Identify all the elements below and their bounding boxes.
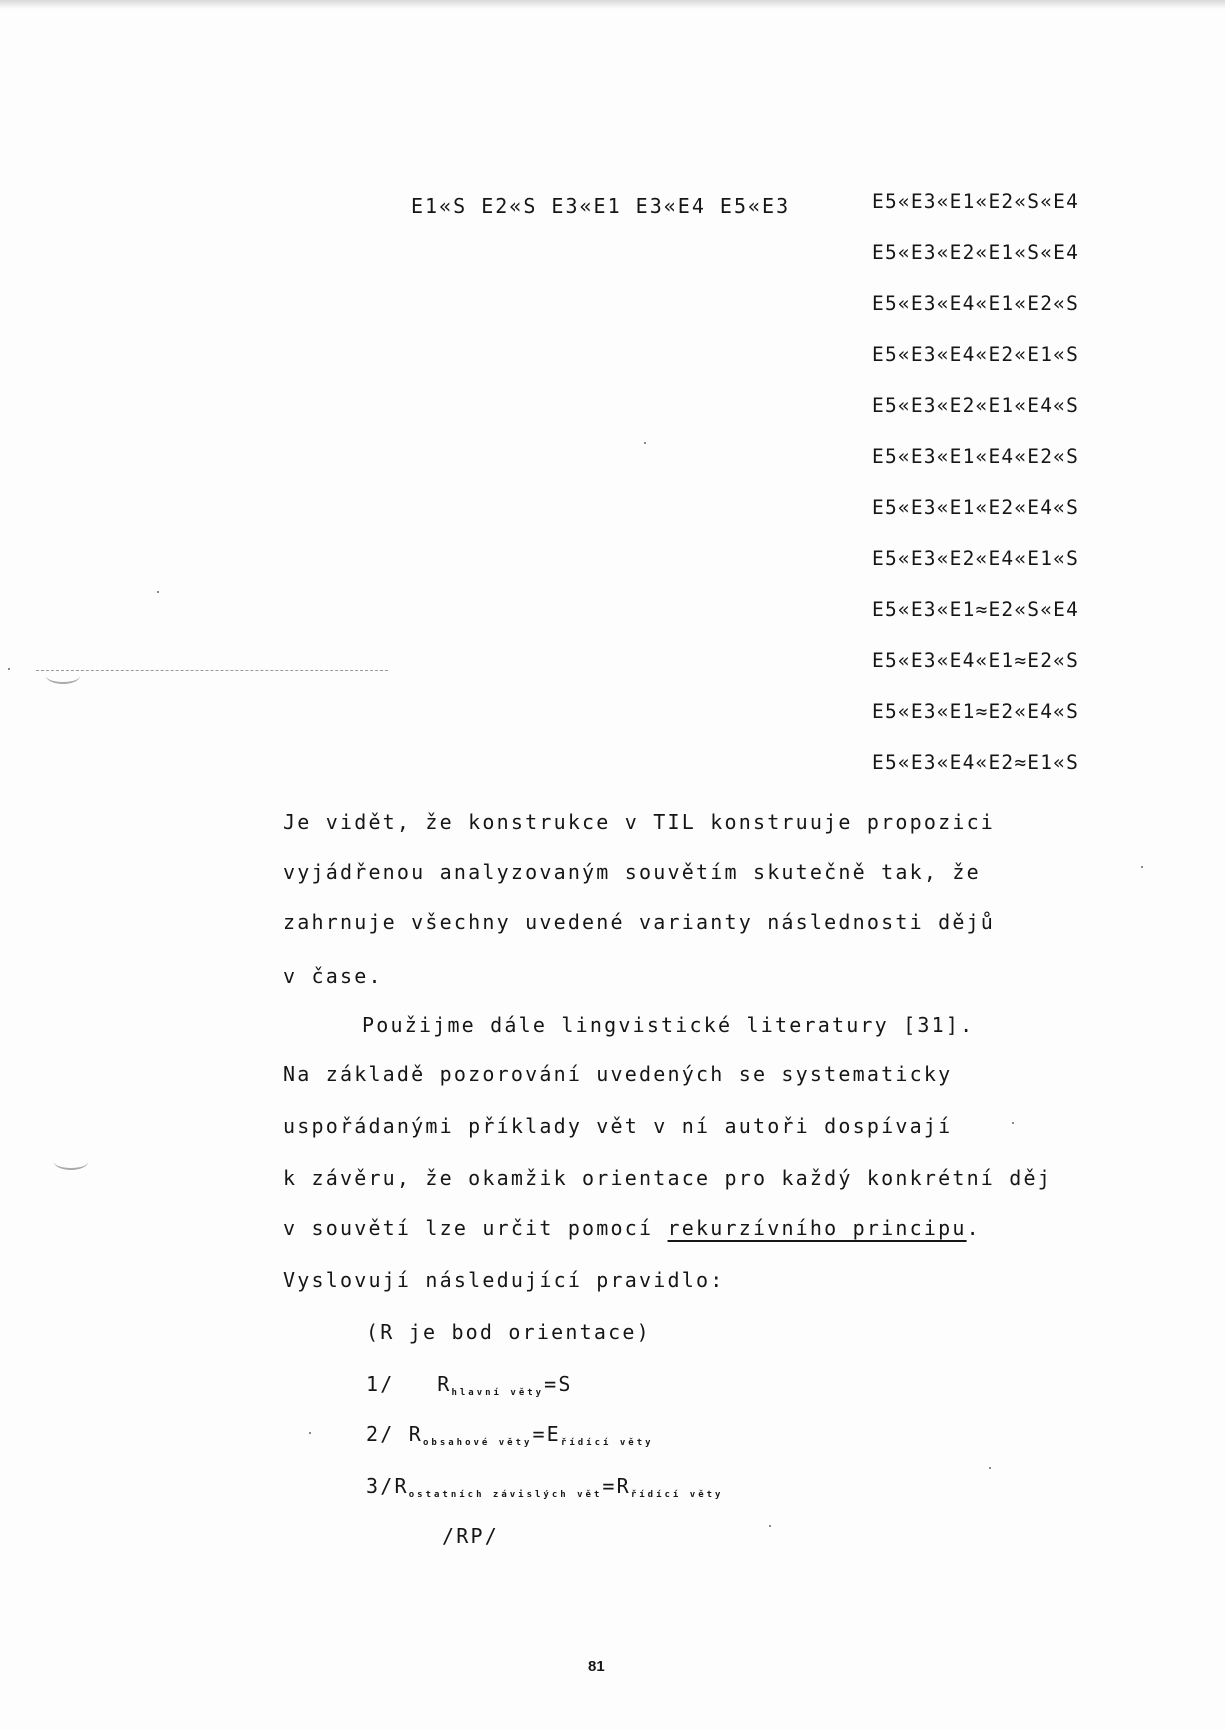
- text-line: [283, 1216, 981, 1240]
- underlined-term: rekurzívního principu: [667, 1216, 967, 1240]
- scan-speck: [1012, 1122, 1014, 1124]
- rule-3: $3/R_{ostatních závislých vět}=R_{řídící věty}$: [366, 1474, 724, 1500]
- scan-speck: [309, 1432, 311, 1434]
- text-line: Je vidět, že konstrukce v TIL konstruuje propozici: [283, 810, 996, 834]
- ordering-item: E5«E3«E1«E4«E2«S: [872, 445, 1080, 468]
- text-line: uspořádanými příklady vět v ní autoři dospívají: [283, 1114, 953, 1138]
- text-line: Vyslovují následující pravidlo:: [283, 1268, 725, 1292]
- text-fragment: .: [966, 1216, 981, 1240]
- text-line: zahrnuje všechny uvedené varianty následnosti dějů: [283, 910, 996, 934]
- scan-speck: [769, 1525, 771, 1527]
- ordering-item: E5«E3«E4«E1≈E2«S: [872, 649, 1080, 672]
- ordering-item: E5«E3«E1«E2«S«E4: [872, 190, 1080, 213]
- ordering-item: E5«E3«E2«E1«E4«S: [872, 394, 1080, 417]
- punch-hole-mark: [54, 1154, 88, 1170]
- ordering-item: E5«E3«E4«E1«E2«S: [872, 292, 1080, 315]
- ordering-item: E5«E3«E4«E2«E1«S: [872, 343, 1080, 366]
- text-line: vyjádřenou analyzovaným souvětím skutečně tak, že: [283, 860, 981, 884]
- rule-2: 2/ $R_{obsahové věty}=E_{řídící věty}$: [366, 1422, 654, 1448]
- scan-speck: [157, 591, 159, 593]
- rule-note: (R je bod orientace): [366, 1320, 651, 1344]
- page-number: 81: [588, 1658, 605, 1675]
- scan-speck: [8, 668, 10, 670]
- text-fragment: v souvětí lze určit pomocí: [283, 1216, 668, 1240]
- rule-1: 1/ $R_{hlavní věty}=S$: [366, 1372, 573, 1398]
- scan-speck: [1141, 866, 1143, 868]
- ordering-item: E5«E3«E2«E1«S«E4: [872, 241, 1080, 264]
- ordering-item: E5«E3«E1≈E2«E4«S: [872, 700, 1080, 723]
- scan-speck: [989, 1467, 991, 1469]
- rule-label: /RP/: [442, 1524, 499, 1548]
- scan-edge-shadow: [0, 0, 1225, 9]
- scan-artifact-line: [36, 670, 388, 671]
- text-line: v čase.: [283, 964, 383, 988]
- text-line: k závěru, že okamžik orientace pro každý konkrétní děj: [283, 1166, 1053, 1190]
- ordering-item: E5«E3«E2«E4«E1«S: [872, 547, 1080, 570]
- punch-hole-mark: [46, 668, 80, 684]
- ordering-item: E5«E3«E1≈E2«S«E4: [872, 598, 1080, 621]
- ordering-item: E5«E3«E4«E2≈E1«S: [872, 751, 1080, 774]
- scan-speck: [644, 442, 646, 444]
- text-line: Na základě pozorování uvedených se systematicky: [283, 1062, 953, 1086]
- text-line: Použijme dále lingvistické literatury [31].: [362, 1013, 975, 1037]
- top-ordering-relations: E1«S E2«S E3«E1 E3«E4 E5«E3: [411, 194, 791, 218]
- ordering-item: E5«E3«E1«E2«E4«S: [872, 496, 1080, 519]
